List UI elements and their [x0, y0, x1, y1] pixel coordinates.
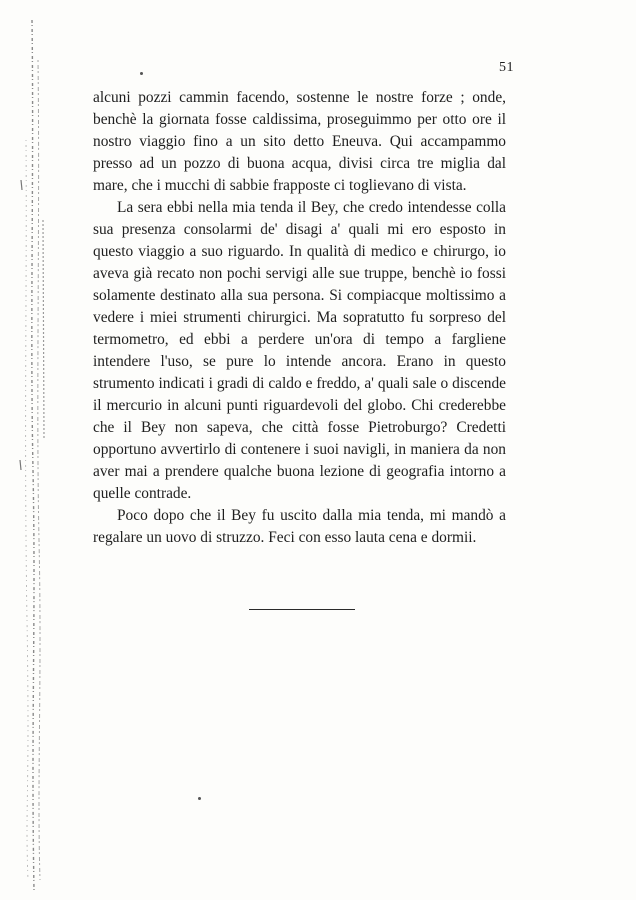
ink-speck	[198, 797, 201, 800]
paragraph: alcuni pozzi cammin facendo, sostenne le nostre forze ; onde, benchè la giornata fosse caldissima, proseguimmo per otto ore il nostro viaggio fino a un sito detto Eneuva. Qui accampammo presso ad un pozzo di buona acqua, divisi circa tre miglia dal mare, che i mucchi di sabbie frapposte ci toglievano di vista.	[93, 89, 506, 194]
paragraph: Poco dopo che il Bey fu uscito dalla mia tenda, mi mandò a regalare un uovo di struzzo. Feci con esso lauta cena e dormii.	[93, 507, 506, 546]
section-divider	[249, 609, 355, 610]
ink-speck	[140, 72, 143, 75]
body-text	[93, 87, 506, 549]
page-number: 51	[499, 60, 514, 75]
paragraph: La sera ebbi nella mia tenda il Bey, che credo intendesse colla sua presenza consolarmi de' disagi a' quali mi ero esposto in questo viaggio a suo riguardo. In qualità di medico e chirurgo, io aveva già recato non pochi servigi alle sue truppe, benchè io fossi solamente destinato alla sua persona. Si compiacque moltissimo a vedere i miei strumenti chirurgici. Ma sopratutto fu sorpreso del termometro, ed ebbi a perdere un'ora di tempo a fargliene intendere l'uso, se pure lo intende ancora. Erano in questo strumento indicati i gradi di caldo e freddo, a' quali sale o discende il mercurio in alcuni punti riguardevoli del globo. Chi crederebbe che il Bey non sapeva, che città fosse Pietroburgo? Credetti opportuno avvertirlo di contenere i suoi navigli, in maniera da non aver mai a prendere qualche buona lezione di geografia intorno a quelle contrade.	[93, 199, 506, 502]
scan-binding-edge	[18, 20, 48, 890]
